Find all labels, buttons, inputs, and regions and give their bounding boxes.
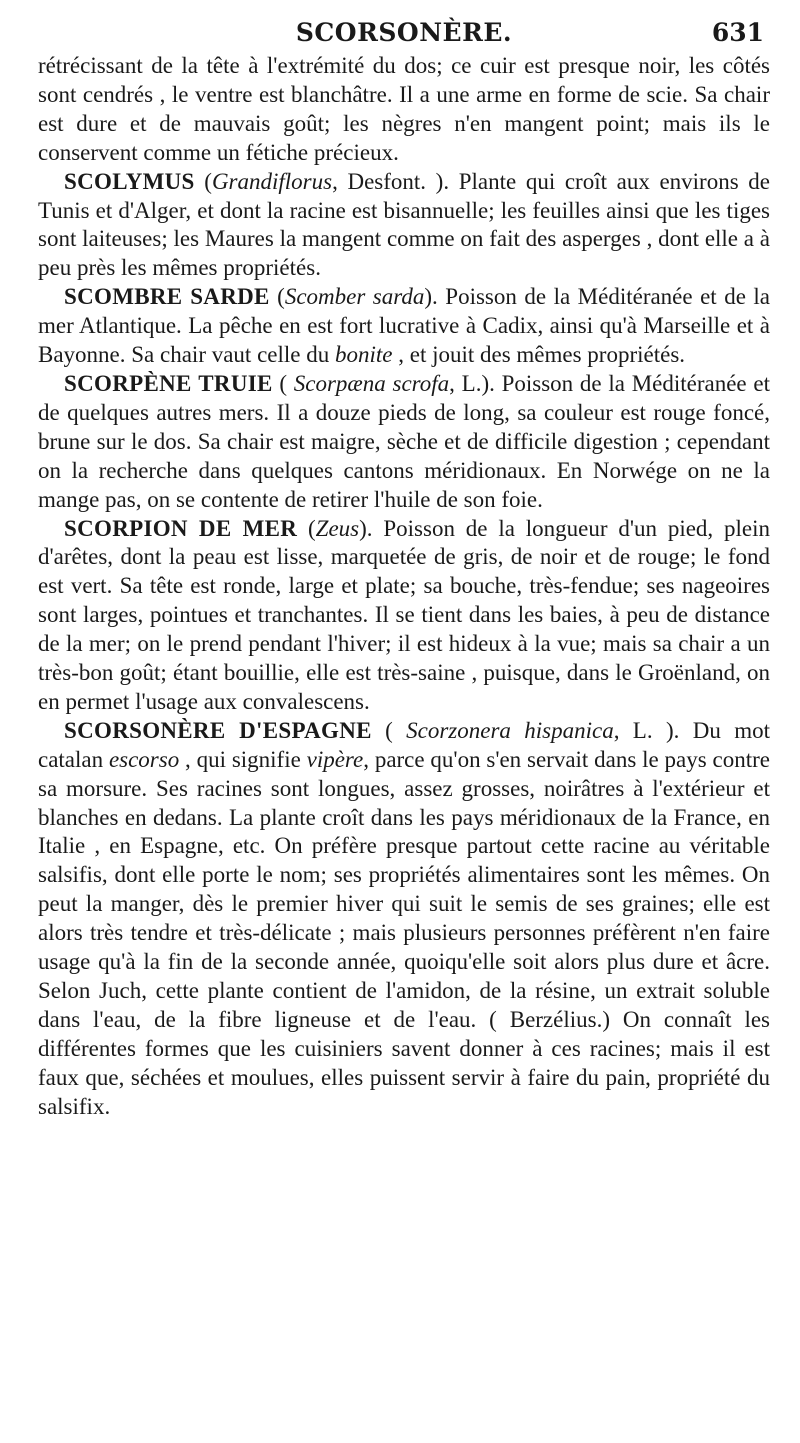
entry-text: Poisson de la Méditéranée et de quelques autres mers. Il a douze pieds de long, sa couleur est rouge foncé, brune sur le dos. Sa chair est maigre, sèche et de difficile digestion ; cependant on la recherche dans quelques cantons méridionaux. En Norwége on ne la mange pas, on se contente de retirer l'huile de son foie. bbox=[38, 370, 770, 512]
entry-latin-author: ). bbox=[359, 515, 373, 541]
entry-continued-text bbox=[38, 52, 770, 168]
entry-text: Poisson de la longueur d'un pied, plein d'arêtes, dont la peau est lisse, marquetée de gris, de noir et de rouge; le fond est vert. Sa tête est ronde, large et plate; sa bouche, très-fendue; ses nageoires sont larges, pointues et tranchantes. Il se tient dans les baies, à peu de distance de la mer; on le prend pendant l'hiver; il est hideux à la vue; mais sa chair a un très-bon goût; étant bouillie, elle est très-saine , puisque, dans le Groënland, on en permet l'usage aux convalescens. bbox=[38, 515, 770, 714]
entry-text: , qui signifie bbox=[179, 746, 307, 772]
entry-latin-name: Zeus bbox=[315, 515, 360, 541]
entry-scolymus bbox=[38, 168, 770, 284]
entry-latin-name: Grandiflorus bbox=[211, 168, 333, 194]
entry-text: Poisson de la Méditéranée et de la mer Atlantique. La pêche en est fort lucrative à Cadix, ainsi qu'à Marseille et à Bayonne. Sa chair vaut celle du bbox=[38, 284, 770, 368]
entry-headword: SCOLYMUS bbox=[64, 168, 195, 194]
entry-text: , parce qu'on s'en servait dans le pays contre sa morsure. Ses racines sont longues, assez grosses, noirâtres à l'extérieur et blanches en dedans. La plante croît dans les pays méridionaux de la France, en Italie , en Espagne, etc. On préfère presque partout cette racine au véritable salsifis, dont elle porte le nom; ses propriétés alimentaires sont les mêmes. On peut la manger, dès le premier hiver qui suit le semis de ses graines; elle est alors très tendre et très-délicate ; mais plusieurs personnes préfèrent n'en faire usage qu'à la fin de la seconde année, quoiqu'elle soit alors plus dure et âcre. Selon Juch, cette plante contient de l'amidon, de la résine, un extrait soluble dans l'eau, de la fibre ligneuse et de l'eau. ( Berzélius.) On connaît les différentes formes que les cuisiniers savent donner à ces racines; mais il est faux que, séchées et moulues, elles puissent servir à faire du pain, propriété du salsifix. bbox=[38, 746, 770, 1119]
paren-open: ( bbox=[371, 717, 407, 743]
page-number: 631 bbox=[711, 18, 764, 47]
entry-latin-name: Scomber sarda bbox=[284, 284, 425, 310]
entry-text: Du mot catalan bbox=[38, 717, 770, 772]
entry-latin-name: Scorzonera hispanica bbox=[406, 717, 614, 743]
paren-open: ( bbox=[269, 284, 285, 310]
entry-scorpene-truie bbox=[38, 370, 770, 515]
entry-text: , et jouit des mêmes propriétés. bbox=[392, 342, 686, 368]
entry-italic-term: escorso bbox=[108, 746, 180, 772]
entry-latin-author: ). bbox=[424, 284, 438, 310]
entry-text: Plante qui croît aux environs de Tunis et d'Alger, et dont la racine est bisannuelle; les feuilles ainsi que les tiges sont laiteuses; les Maures la mangent comme on fait des asperges , dont elle a à peu près les mêmes propriétés. bbox=[38, 168, 771, 281]
entry-scombre-sarde bbox=[38, 283, 770, 370]
entry-scorsonere-d-espagne bbox=[38, 717, 770, 1122]
entry-latin-name: Scorpæna scrofa bbox=[293, 370, 450, 396]
entry-headword: SCOMBRE SARDE bbox=[64, 284, 270, 310]
entry-scorpion-de-mer bbox=[38, 515, 770, 717]
entry-text: rétrécissant de la tête à l'extrémité du dos; ce cuir est presque noir, les côtés sont cendrés , le ventre est blanchâtre. Il a une arme en forme de scie. Sa chair est dure et de mauvais goût; les nègres n'en mangent point; mais ils le conservent comme un fétiche précieux. bbox=[38, 53, 770, 165]
entry-italic-term: bonite bbox=[334, 342, 393, 368]
running-title: SCORSONÈRE. bbox=[295, 18, 513, 47]
paren-open: ( bbox=[297, 515, 316, 541]
entry-headword: SCORPION DE MER bbox=[64, 515, 298, 541]
entry-headword: SCORSONÈRE D'ESPAGNE bbox=[64, 717, 372, 743]
dictionary-body bbox=[38, 52, 770, 1122]
paren-open: ( bbox=[194, 168, 212, 194]
running-head bbox=[38, 14, 770, 48]
entry-latin-author: , L. ). bbox=[613, 717, 680, 743]
entry-italic-term: vipère bbox=[306, 746, 364, 772]
paren-open: ( bbox=[272, 370, 294, 396]
entry-latin-author: , L.). bbox=[449, 370, 495, 396]
entry-latin-author: , Desfont. ). bbox=[332, 168, 450, 194]
entry-headword: SCORPÈNE TRUIE bbox=[64, 370, 273, 396]
